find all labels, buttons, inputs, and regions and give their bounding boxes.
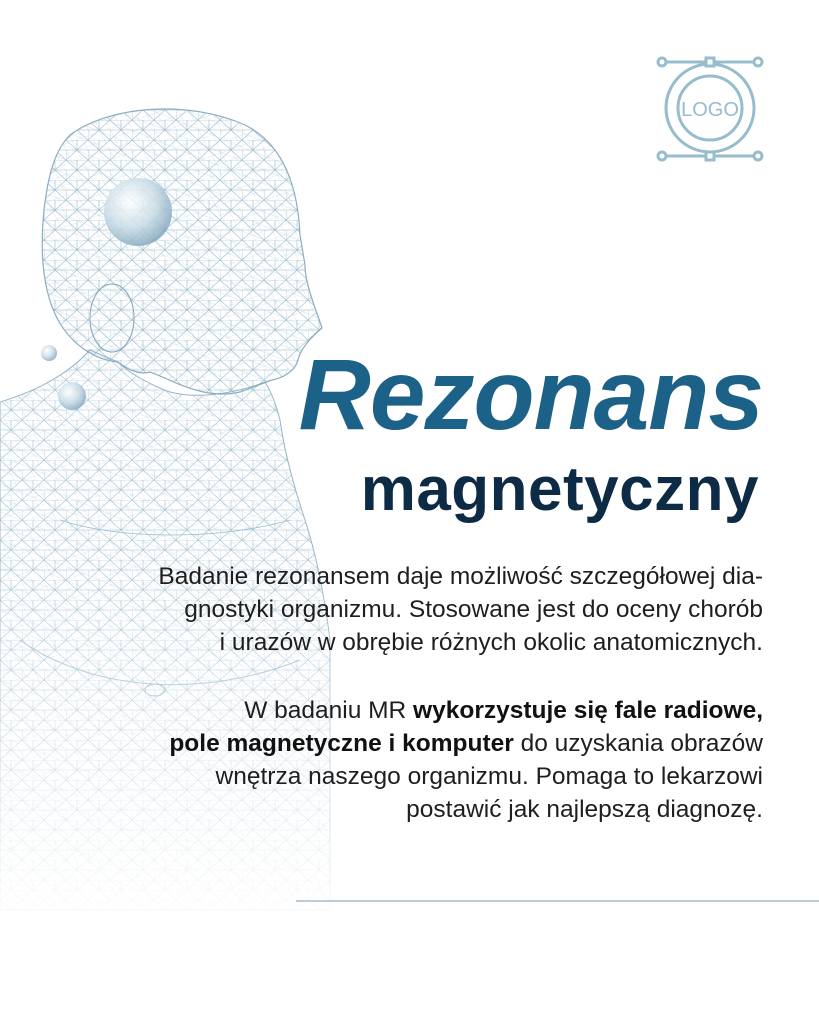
paragraph2-line1-bold: wykorzystuje się fale radiowe, xyxy=(413,697,763,724)
paragraph-mr xyxy=(103,694,763,826)
paragraph2-line1-normal: W badaniu MR xyxy=(244,697,414,724)
title-sub: magnetyczny xyxy=(360,455,759,524)
orb-neck xyxy=(58,382,86,410)
paragraph1-line1: Badanie rezonansem daje możliwość szczegółowej dia- xyxy=(158,563,763,590)
logo xyxy=(654,54,766,166)
title-main: Rezonans xyxy=(298,339,763,451)
paragraph2-line3: wnętrza naszego organizmu. Pomaga to lekarzowi xyxy=(215,763,763,790)
paragraph-description xyxy=(103,560,763,659)
divider-line xyxy=(296,900,819,902)
paragraph2-line4: postawić jak najlepszą diagnozę. xyxy=(406,796,763,823)
figure-silhouette xyxy=(0,0,340,1024)
logo-text: LOGO xyxy=(681,99,739,121)
paragraph2-line2-normal: do uzyskania obrazów xyxy=(513,730,763,757)
paragraph2-line2-bold: pole magnetyczne i komputer xyxy=(169,730,514,757)
orb-small xyxy=(41,345,57,361)
orb-head xyxy=(104,178,172,246)
paragraph1-line2: gnostyki organizmu. Stosowane jest do oceny chorób xyxy=(184,596,763,623)
paragraph1-line3: i urazów w obrębie różnych okolic anatomicznych. xyxy=(219,629,763,656)
